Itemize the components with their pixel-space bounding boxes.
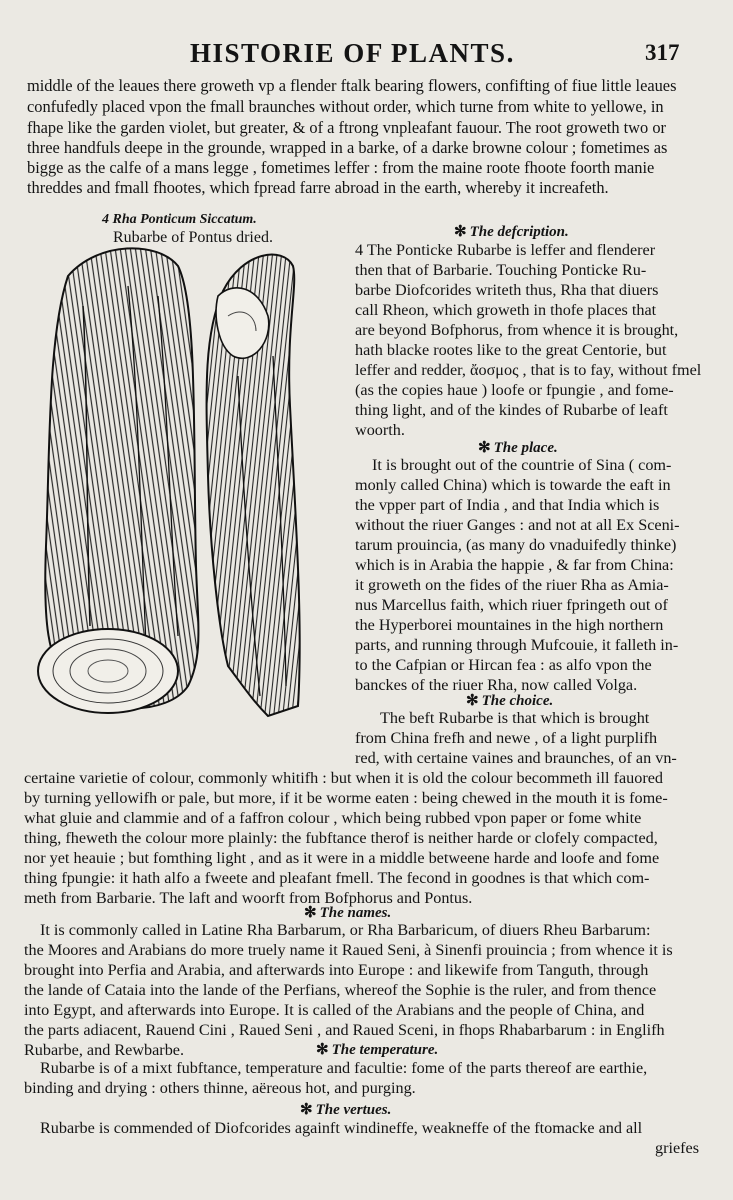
text-line: the Moores and Arabians do more truely name it Raued Seni, à Sinenfi prouincia ; from whence it is xyxy=(24,941,673,959)
section-heading-names: ✻ The names. xyxy=(304,905,392,921)
text-line: threddes and fmall fhootes, which fpread farre abroad in the earth, whereby it increafeth. xyxy=(27,178,609,197)
text-line: fhape like the garden violet, but greater, & of a ftrong vnpleafant fauour. The root groweth two or xyxy=(27,118,666,137)
asterisk-flower-icon: ✻ xyxy=(300,1102,313,1118)
text-line: woorth. xyxy=(355,421,405,439)
rhubarb-root-woodcut xyxy=(28,246,348,746)
text-line: are beyond Bofphorus, from whence it is brought, xyxy=(355,321,679,339)
text-line: tarum prouincia, (as many do vnaduifedly thinke) xyxy=(355,536,677,554)
text-line: thing fpungie: it hath alfo a fweete and pleafant fmell. The fecond in goodnes is that which com- xyxy=(24,869,650,887)
text-line: the lande of Cataia into the lande of the Perfians, whereof the Sophie is the ruler, and from thence xyxy=(24,981,657,999)
text-line: confufedly placed vpon the fmall braunches without order, which turne from white to yellowe, in xyxy=(27,97,664,116)
text-line: 4 The Ponticke Rubarbe is leffer and flenderer xyxy=(355,241,656,259)
running-header xyxy=(0,36,733,76)
text-line: monly called China) which is towarde the eaft in xyxy=(355,476,671,494)
right-root-illustration xyxy=(207,255,300,716)
left-root-illustration xyxy=(38,248,198,713)
figure-caption-english: Rubarbe of Pontus dried. xyxy=(113,229,273,246)
section-heading-description: ✻ The defcription. xyxy=(454,224,569,240)
text-line: The beft Rubarbe is that which is brought xyxy=(380,709,650,727)
text-line: brought into Perfia and Arabia, and afterwards into Europe : and likewife from Tanguth, through xyxy=(24,961,649,979)
text-line: the Hyperborei mountaines in the high northern xyxy=(355,616,664,634)
text-line: Rubarbe, and Rewbarbe. xyxy=(24,1041,185,1059)
text-line: the vpper part of India , and that India which is xyxy=(355,496,660,514)
asterisk-flower-icon: ✻ xyxy=(316,1042,329,1058)
text-line: Rubarbe is commended of Diofcorides againft windineffe, weakneffe of the ftomacke and all xyxy=(40,1119,643,1137)
text-line: bigge as the calfe of a mans legge , fometimes leffer : from the maine roote fhoote foorth manie xyxy=(27,158,655,177)
text-line: nor yet heauie ; but fomthing light , and as it were in a middle betweene harde and loofe and fome xyxy=(24,849,660,867)
asterisk-flower-icon: ✻ xyxy=(466,693,479,709)
asterisk-flower-icon: ✻ xyxy=(478,440,491,456)
text-line: barbe Diofcorides writeth thus, Rha that diuers xyxy=(355,281,659,299)
text-line: into Egypt, and afterwards into Europe. It is called of the Arabians and the people of China, and xyxy=(24,1001,645,1019)
text-line: the parts adiacent, Rauend Cini , Raued Seni , and Raued Sceni, in fhops Rhabarbarum : in Englifh xyxy=(24,1021,665,1039)
text-line: red, with certaine vaines and braunches, of an vn- xyxy=(355,749,677,767)
text-line: which is in Arabia the happie , & far from China: xyxy=(355,556,674,574)
text-line: It is brought out of the countrie of Sina ( com- xyxy=(372,456,672,474)
section-heading-vertues: ✻ The vertues. xyxy=(300,1102,392,1118)
text-line: without the riuer Ganges : and not at all Ex Sceni- xyxy=(355,516,680,534)
text-line: binding and drying : others thinne, aëreous hot, and purging. xyxy=(24,1079,416,1097)
section-heading-temperature: ✻ The temperature. xyxy=(316,1042,439,1058)
figure-caption-latin: 4 Rha Ponticum Siccatum. xyxy=(102,212,257,227)
text-line: it groweth on the fides of the riuer Rha as Amia- xyxy=(355,576,669,594)
text-line: thing light, and of the kindes of Rubarbe of leaft xyxy=(355,401,668,419)
text-line: nus Marcellus faith, which riuer fpringeth out of xyxy=(355,596,668,614)
text-line: Rubarbe is of a mixt fubftance, temperature and facultie: fome of the parts thereof are earthie, xyxy=(40,1059,648,1077)
text-line: meth from Barbarie. The laft and woorft from Bofphorus and Pontus. xyxy=(24,889,473,907)
text-line: from China frefh and newe , of a light purplifh xyxy=(355,729,658,747)
section-heading-place: ✻ The place. xyxy=(478,440,558,456)
asterisk-flower-icon: ✻ xyxy=(454,224,467,240)
text-line: three handfuls deepe in the grounde, wrapped in a barke, of a darke browne colour ; fometimes as xyxy=(27,138,668,157)
asterisk-flower-icon: ✻ xyxy=(304,905,317,921)
text-line: by turning yellowifh or pale, but more, if it be worme eaten : being chewed in the mouth it is fome- xyxy=(24,789,668,807)
text-line: then that of Barbarie. Touching Ponticke Ru- xyxy=(355,261,647,279)
text-line: banckes of the riuer Rha, now called Volga. xyxy=(355,676,638,694)
text-line: what gluie and clammie and of a faffron colour , which being rubbed vpon paper or fome white xyxy=(24,809,642,827)
text-line: griefes xyxy=(655,1139,700,1157)
running-title: HISTORIE OF PLANTS. xyxy=(190,38,515,68)
text-line: hath blacke rootes like to the great Centorie, but xyxy=(355,341,667,359)
text-line: thing, fheweth the colour more plainly: the fubftance therof is neither harde or clofely compacted, xyxy=(24,829,658,847)
text-line: middle of the leaues there groweth vp a flender ftalk bearing flowers, confifting of fiue little leaues xyxy=(27,76,677,95)
text-line: to the Cafpian or Hircan fea : as alfo vpon the xyxy=(355,656,652,674)
text-line: leffer and redder, ἄοσμος , that is to fay, without fmel xyxy=(355,361,702,379)
text-line: certaine varietie of colour, commonly whitifh : but when it is old the colour becommeth ill fauored xyxy=(24,769,664,787)
text-line: It is commonly called in Latine Rha Barbarum, or Rha Barbaricum, of diuers Rheu Barbarum: xyxy=(40,921,651,939)
text-line: parts, and running through Mufcouie, it falleth in- xyxy=(355,636,679,654)
text-line: (as the copies haue ) loofe or fpungie , and fome- xyxy=(355,381,674,399)
page-number: 317 xyxy=(645,40,680,65)
section-heading-choice: ✻ The choice. xyxy=(466,693,554,709)
text-line: call Rheon, which groweth in thofe places that xyxy=(355,301,657,319)
